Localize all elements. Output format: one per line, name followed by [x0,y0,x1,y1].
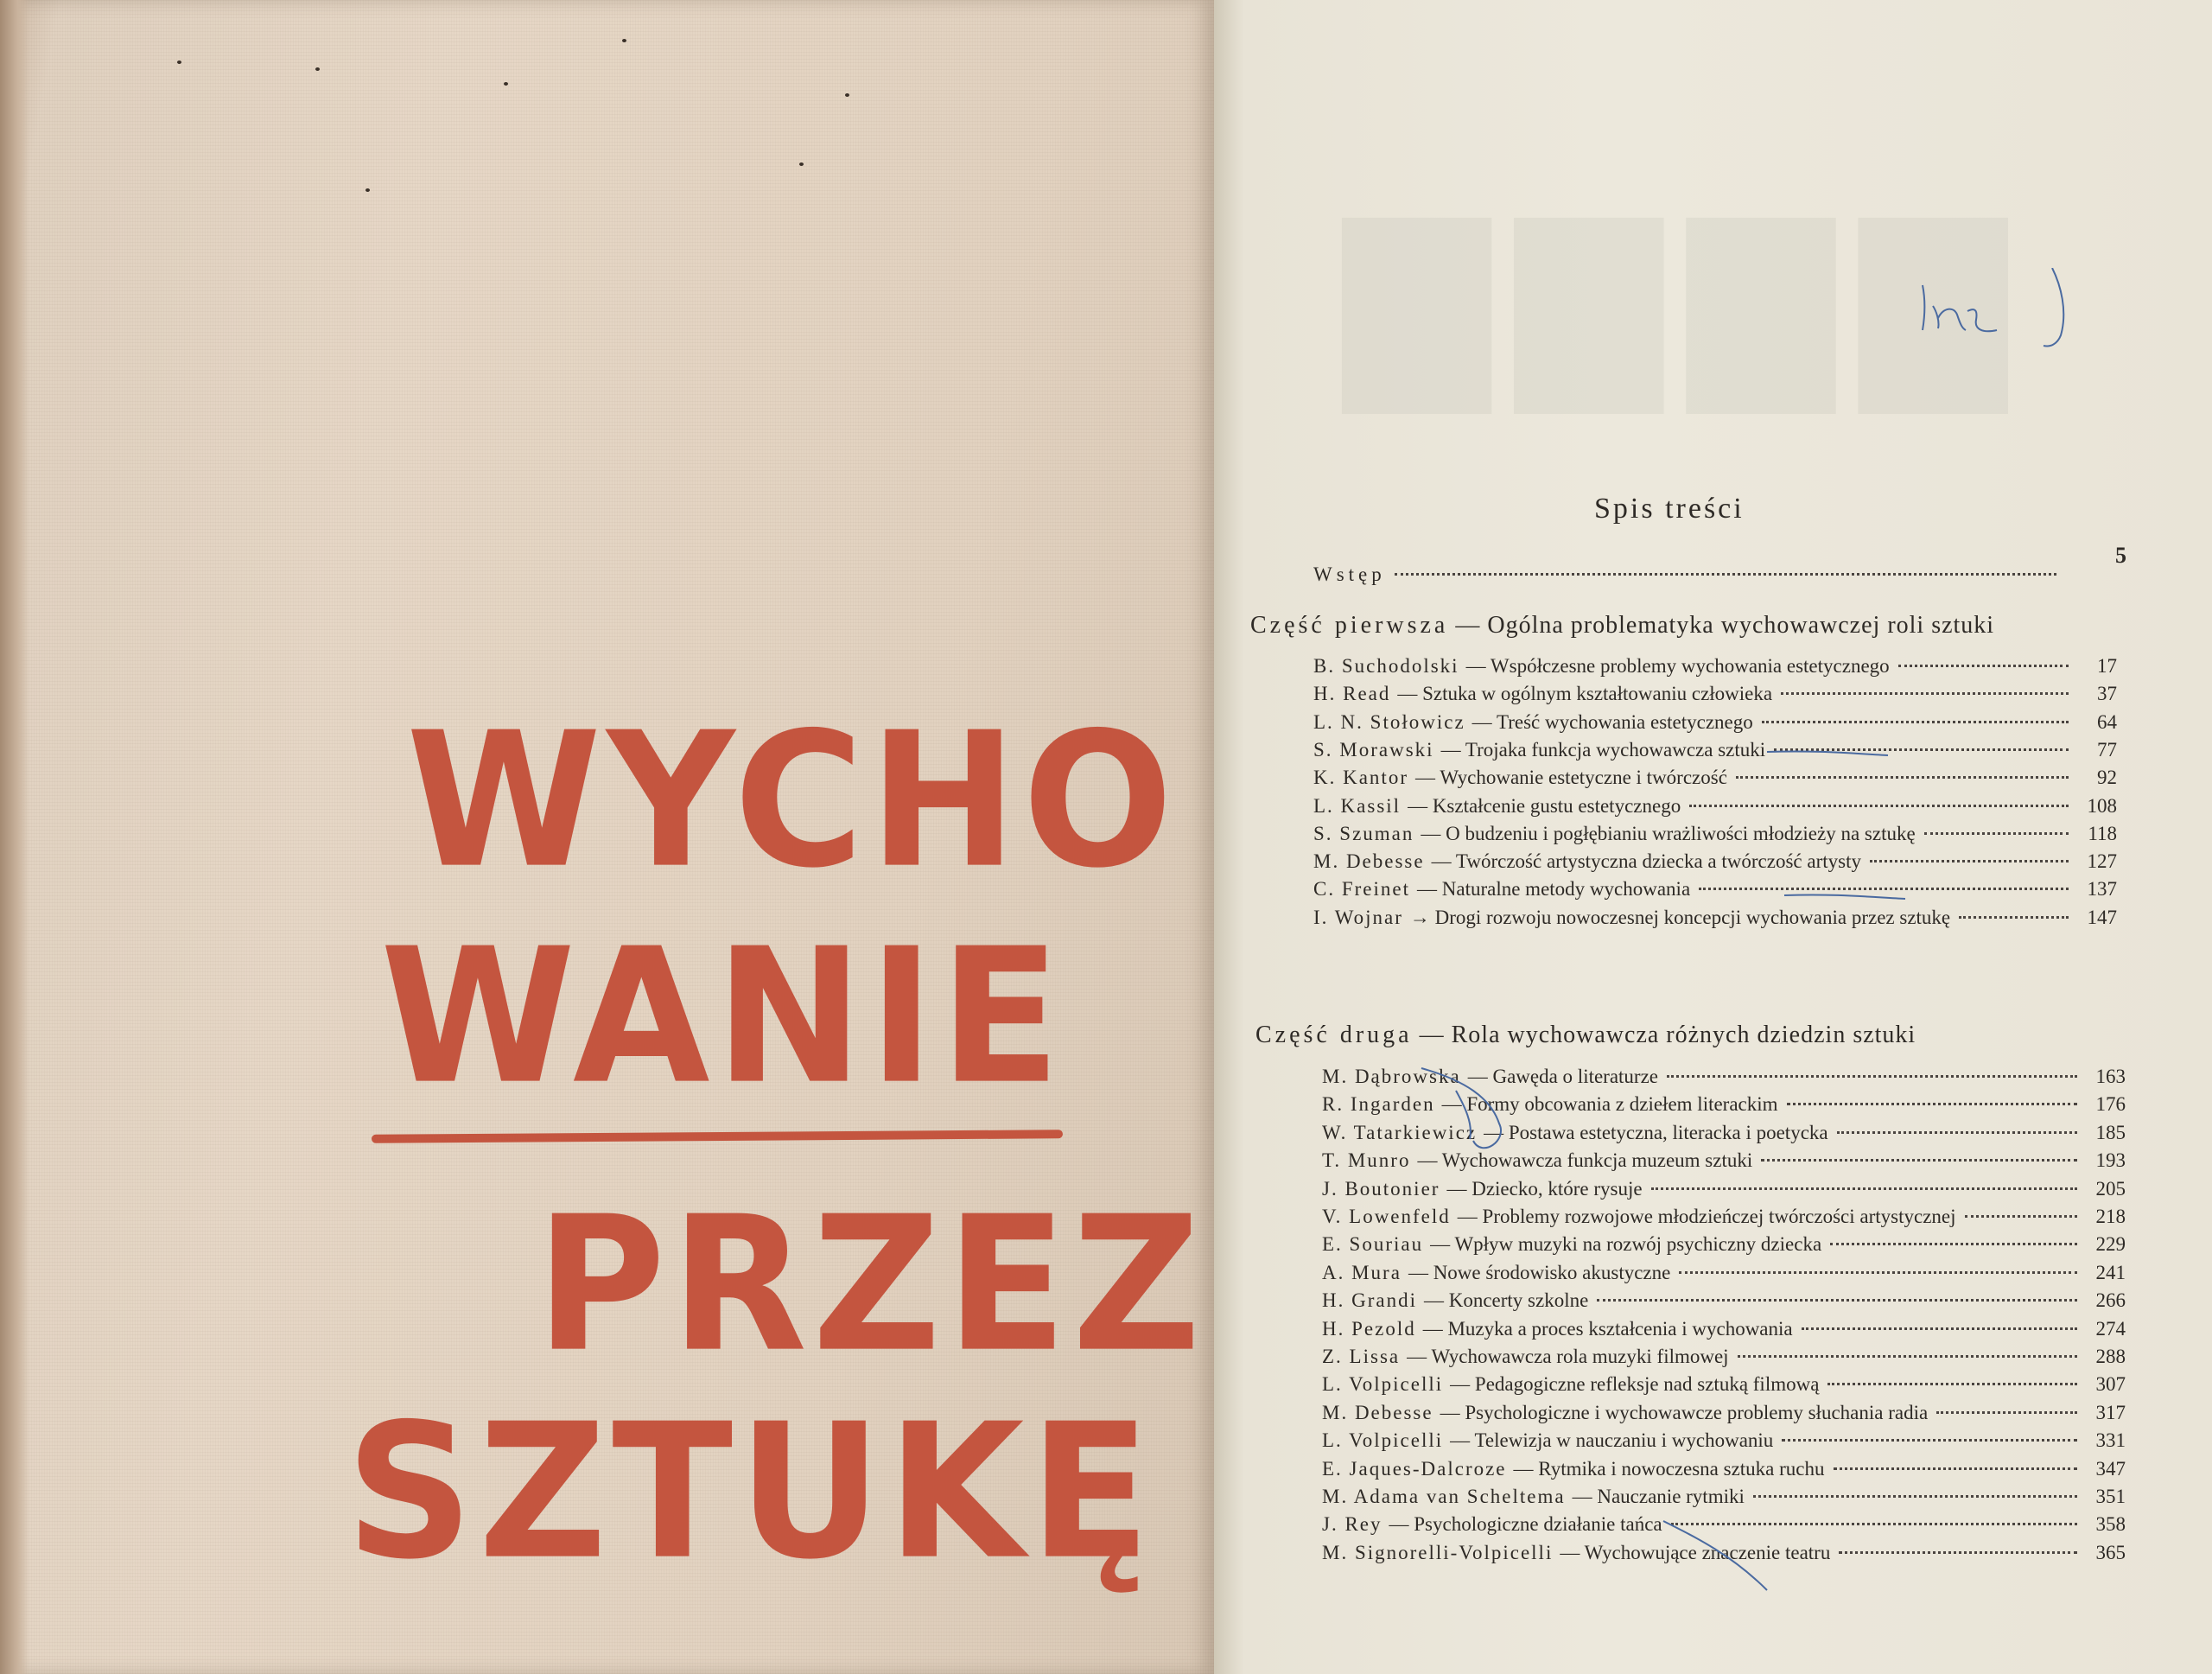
entry-page-number: 358 [2095,1513,2126,1536]
entry-page-number: 347 [2095,1457,2126,1480]
cover-title-line-4: SZTUKĘ [346,1384,1156,1601]
toc-entry [1313,683,2117,705]
leader-dots [1597,1299,2077,1302]
toc-entry [1322,1066,2126,1088]
entry-title: — Trojaka funkcja wychowawcza sztuki [1440,738,1766,761]
leader-dots [1898,665,2069,667]
entry-title: — Wychowujące znaczenie teatru [1560,1541,1831,1563]
entry-title: — Nauczanie rytmiki [1572,1486,1745,1507]
leader-dots [1782,1439,2077,1442]
toc-entry [1313,907,2117,929]
entry-title: — Postawa estetyczna, literacka i poetycka [1484,1121,1828,1143]
leader-dots [1839,1551,2077,1554]
entry-author: L. Volpicelli [1322,1373,1444,1396]
toc-entry [1322,1149,2126,1172]
entry-author: S. Szuman [1313,822,1414,844]
leader-dots [1671,1523,2077,1525]
toc-entry [1322,1513,2126,1536]
toc-entry [1322,1233,2126,1256]
entry-page-number: 163 [2095,1066,2126,1087]
entry-title: — Treść wychowania estetycznego [1471,710,1753,733]
part-title: — Rola wychowawcza różnych dziedzin sztuki [1419,1022,1916,1048]
entry-title: — Kształcenie gustu estetycznego [1408,794,1681,817]
entry-author: H. Grandi [1322,1289,1417,1312]
toc-entry [1322,1542,2126,1564]
entry-author: J. Boutonier [1322,1177,1440,1200]
part-title: — Ogólna problematyka wychowawczej roli sztuki [1455,612,1995,639]
entry-author: M. Signorelli-Volpicelli [1322,1541,1554,1563]
entry-title: — Współczesne problemy wychowania estetycznego [1465,655,1890,677]
entry-page-number: 229 [2095,1233,2126,1256]
entry-page-number: 351 [2095,1486,2126,1507]
entry-author: A. Mura [1322,1261,1402,1283]
entry-page-number: 317 [2095,1401,2126,1423]
entry-page-number: 365 [2095,1541,2126,1563]
entry-title: — Psychologiczne działanie tańca [1389,1513,1662,1536]
entry-author: J. Rey [1322,1513,1382,1536]
entry-page-number: 288 [2095,1346,2126,1367]
speck [622,39,626,42]
entry-page-number: 205 [2095,1177,2126,1200]
entry-title: — Wychowawcza funkcja muzeum sztuki [1417,1149,1753,1172]
entry-author: W. Tatarkiewicz [1322,1121,1478,1143]
entry-page-number: 137 [2087,878,2117,901]
leader-dots [1753,1495,2077,1498]
leader-dots [1870,860,2069,862]
entry-title: — Wpływ muzyki na rozwój psychiczny dziecka [1430,1233,1822,1256]
leader-dots [1667,1075,2077,1078]
entry-author: T. Munro [1322,1149,1411,1172]
leader-dots [1924,832,2069,835]
entry-title: → Drogi rozwoju nowoczesnej koncepcji wychowania przez sztukę [1409,906,1951,928]
entry-title: — Muzyka a proces kształcenia i wychowania [1422,1317,1793,1340]
show-through-print: ▇▇▇▇ [1344,190,2032,411]
entry-page-number: 77 [2097,738,2117,761]
toc-entry [1313,850,2117,873]
entry-page-number: 92 [2097,767,2117,789]
leader-dots [1802,1327,2077,1330]
cover-divider-rule [372,1130,1063,1143]
entry-author: B. Suchodolski [1313,655,1459,677]
toc-entry [1322,1206,2126,1228]
cover-title-line-3: PRZEZ [536,1177,1206,1394]
entry-title: — Rytmika i nowoczesna sztuka ruchu [1513,1457,1825,1480]
toc-entry [1313,795,2117,818]
entry-page-number: 147 [2087,906,2117,928]
entry-title: — Twórczość artystyczna dziecka a twórczość artysty [1431,850,1861,873]
leader-dots [1689,805,2069,807]
entry-author: L. Volpicelli [1322,1429,1444,1452]
toc-entry [1322,1178,2126,1200]
entry-title: — Telewizja w nauczaniu i wychowaniu [1450,1429,1774,1452]
leader-dots [1774,748,2069,751]
entry-page-number: 118 [2088,822,2117,844]
leader-dots [1699,888,2069,890]
entry-author: E. Jaques-Dalcroze [1322,1457,1507,1480]
entry-title: — Psychologiczne i wychowawcze problemy słuchania radia [1440,1401,1929,1423]
leader-dots [1761,1159,2077,1162]
toc-entry [1322,1486,2126,1508]
leader-dots [1837,1131,2077,1134]
entry-title: — Nowe środowisko akustyczne [1408,1261,1671,1283]
entry-page-number: 241 [2095,1261,2126,1283]
leader-dots [1781,692,2069,695]
entry-author: L. N. Stołowicz [1313,710,1465,733]
leader-dots [1959,916,2069,919]
entry-page-number: 127 [2087,850,2117,873]
entry-page-number: 331 [2095,1429,2126,1452]
entry-author: M. Adama van Scheltema [1322,1486,1566,1507]
leader-dots [1762,721,2069,723]
speck [365,188,370,192]
entry-title: — Pedagogiczne refleksje nad sztuką filmową [1450,1373,1820,1396]
entry-author: V. Lowenfeld [1322,1206,1451,1227]
cover-title-line-2: WANIE [380,909,1066,1126]
entry-author: C. Freinet [1313,878,1410,901]
entry-author: S. Morawski [1313,738,1434,761]
leader-dots [1834,1467,2078,1470]
toc-entry [1313,739,2117,761]
toc-entry [1322,1093,2126,1116]
leader-dots [1787,1103,2077,1105]
entry-author: Z. Lissa [1322,1346,1401,1367]
entry-title: — Dziecko, które rysuje [1446,1177,1643,1200]
entry-page-number: 193 [2095,1149,2126,1172]
part-label: Część druga [1255,1022,1413,1048]
entry-title: — Sztuka w ogólnym kształtowaniu człowieka [1397,683,1773,705]
entry-author: I. Wojnar [1313,906,1403,928]
entry-author: K. Kantor [1313,767,1408,789]
entry-page-number: 185 [2095,1121,2126,1143]
toc-entry [1322,1318,2126,1340]
entry-author: H. Read [1313,683,1391,705]
entry-page-number: 266 [2095,1289,2126,1312]
entry-page-number: 37 [2097,683,2117,705]
entry-page-number: 274 [2095,1317,2126,1340]
entry-page-number: 307 [2095,1373,2126,1396]
entry-author: M. Debesse [1322,1401,1433,1423]
leader-dots [1651,1187,2077,1190]
intro-page-number: 5 [2115,543,2126,568]
leader-dots [1830,1243,2077,1245]
entry-page-number: 64 [2097,710,2117,733]
contents-page [1214,0,2212,1674]
toc-entry [1322,1122,2126,1144]
toc-entry [1313,711,2117,734]
leader-dots [1395,573,2056,576]
entry-title: — Problemy rozwojowe młodzieńczej twórczości artystycznej [1457,1206,1956,1227]
speck [799,162,804,166]
spine-edge [0,0,29,1674]
part-label: Część pierwsza [1250,612,1449,639]
part-heading-1 [1250,612,1994,640]
leader-dots [1965,1215,2078,1218]
entry-title: — Wychowanie estetyczne i twórczość [1414,767,1727,789]
toc-entry [1322,1373,2126,1396]
cover-title-line-1: WYCHO [406,693,1179,910]
toc-entry [1322,1429,2126,1452]
entry-title: — Formy obcowania z dziełem literackim [1441,1093,1778,1116]
leader-dots [1738,1355,2077,1358]
entry-title: — Wychowawcza rola muzyki filmowej [1407,1346,1729,1367]
intro-label: Wstęp [1313,563,1386,585]
entry-title: — O budzeniu i pogłębianiu wrażliwości młodzieży na sztukę [1421,822,1916,844]
speck [504,82,508,86]
entry-author: R. Ingarden [1322,1093,1435,1116]
toc-entry [1313,655,2117,678]
entry-page-number: 176 [2095,1093,2126,1116]
entry-title: — Gawęda o literaturze [1467,1066,1659,1087]
leader-dots [1736,776,2069,779]
entry-page-number: 218 [2095,1206,2126,1227]
toc-entry [1313,878,2117,901]
speck [845,93,849,97]
entry-author: M. Debesse [1313,850,1425,873]
toc-entry [1322,1402,2126,1424]
speck [315,67,320,71]
leader-dots [1679,1271,2077,1274]
entry-title: — Naturalne metody wychowania [1417,878,1691,901]
handwritten-note-scribble [1914,268,2087,372]
contents-heading: Spis treści [1594,493,1745,525]
toc-entry [1322,1262,2126,1284]
leader-dots [1827,1383,2077,1385]
toc-entry-intro [1313,563,2065,586]
toc-entry [1322,1346,2126,1368]
toc-entry [1322,1458,2126,1480]
entry-page-number: 108 [2087,794,2117,817]
entry-title: — Koncerty szkolne [1423,1289,1589,1312]
toc-entry [1322,1289,2126,1312]
entry-author: E. Souriau [1322,1233,1424,1256]
speck [177,60,181,64]
entry-page-number: 17 [2097,655,2117,677]
entry-author: H. Pezold [1322,1317,1416,1340]
toc-entry [1313,767,2117,789]
entry-author: M. Dąbrowska [1322,1066,1461,1087]
toc-entry [1313,823,2117,845]
leader-dots [1936,1411,2077,1414]
part-heading-2 [1255,1022,1916,1049]
entry-author: L. Kassil [1313,794,1402,817]
